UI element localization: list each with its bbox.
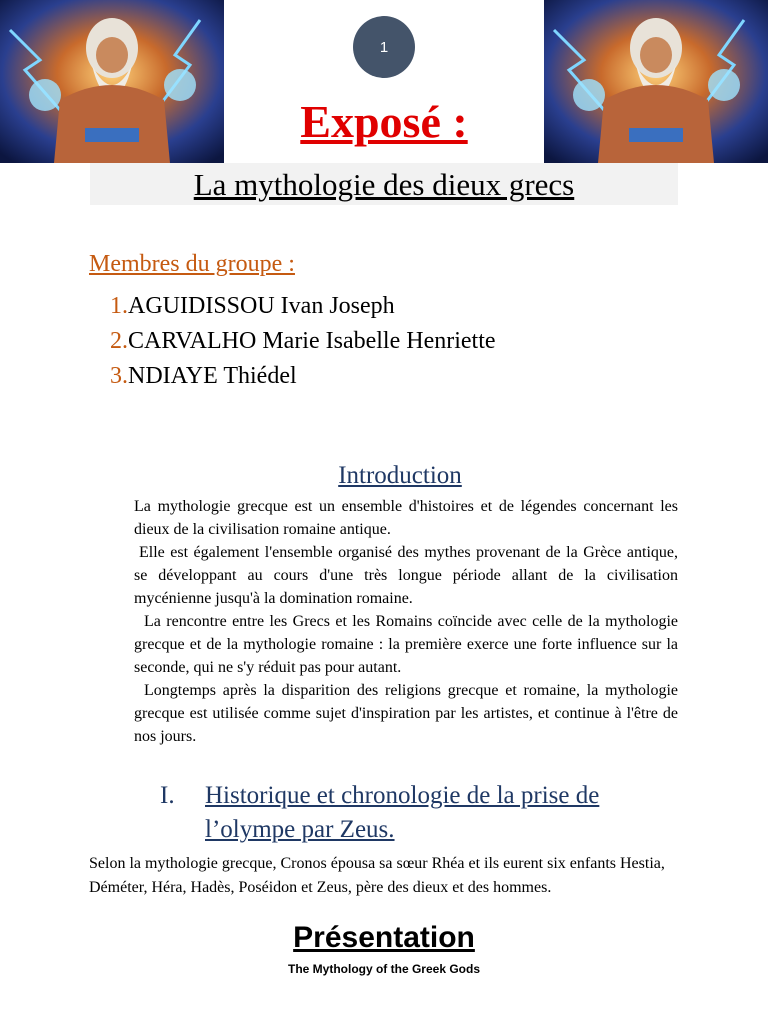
presentation-title: Présentation [293, 921, 475, 954]
list-item [110, 324, 496, 359]
intro-paragraph: La rencontre entre les Grecs et les Romains coïncide avec celle de la mythologie grecque et de la mythologie romaine : la première exerce une forte influence sur la seconde, qui ne s'y réduit pas pour autant. [134, 613, 678, 676]
intro-paragraph: Longtemps après la disparition des religions grecque et romaine, la mythologie grecque est utilisée comme sujet d'inspiration par les artistes, et continue à l'être de nos jours. [134, 682, 678, 745]
section-title: Historique et chronologie de la prise de l’olympe par Zeus. [205, 782, 600, 843]
member-name: NDIAYE Thiédel [128, 363, 297, 389]
list-number: 2. [110, 328, 128, 354]
intro-paragraph: La mythologie grecque est un ensemble d'histoires et de légendes concernant les dieux de la civilisation romaine antique. [134, 498, 678, 538]
list-item [110, 359, 496, 394]
introduction-heading: Introduction [338, 462, 462, 489]
member-name: AGUIDISSOU Ivan Joseph [128, 293, 395, 319]
member-name: CARVALHO Marie Isabelle Henriette [128, 328, 496, 354]
members-heading: Membres du groupe : [89, 251, 295, 277]
intro-paragraph: Elle est également l'ensemble organisé des mythes provenant de la Grèce antique, se développant au cours d'une très longue période allant de la civilisation mycénienne jusqu'à la domination romaine. [134, 544, 678, 607]
presentation-subtitle: The Mythology of the Greek Gods [287, 962, 481, 976]
document-title: Exposé : [300, 96, 468, 147]
introduction-text [134, 495, 678, 748]
list-number: 3. [110, 363, 128, 389]
section-number: I. [160, 782, 175, 809]
section-text: Selon la mythologie grecque, Cronos épousa sa sœur Rhéa et ils eurent six enfants Hestia, Déméter, Héra, Hadès, Poséidon et Zeus, père des dieux et des hommes. [89, 855, 665, 896]
document-subtitle: La mythologie des dieux grecs [193, 167, 575, 202]
list-item [110, 289, 496, 324]
page-number: 1 [379, 38, 389, 56]
members-list [110, 289, 496, 394]
page-number-badge [353, 16, 415, 78]
list-number: 1. [110, 293, 128, 319]
